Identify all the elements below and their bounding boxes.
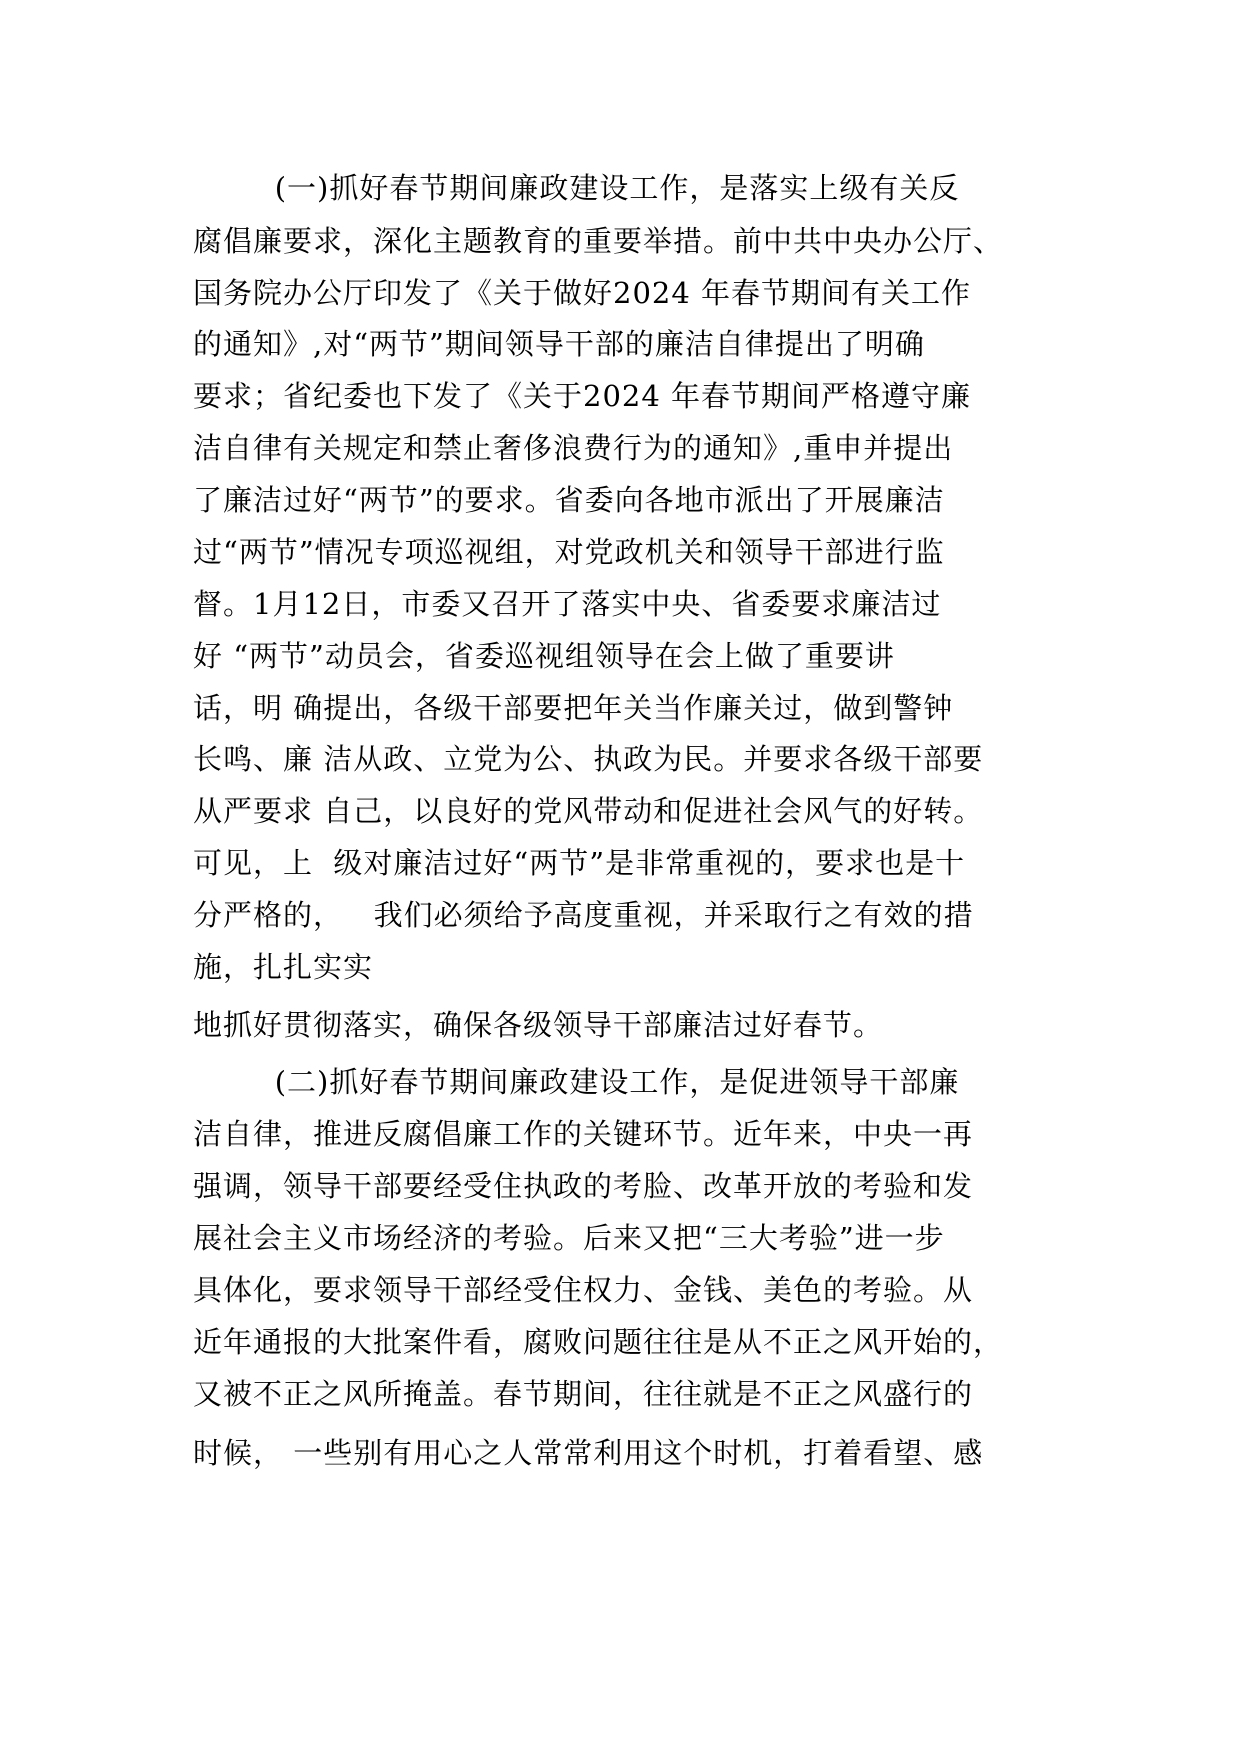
text-line: (一)抓好春节期间廉政建设工作，是落实上级有关反 [193, 171, 960, 205]
text-line: 具体化，要求领导干部经受住权力、金钱、美色的考验。从 [193, 1273, 974, 1307]
text-line: 话，明 确提出，各级干部要把年关当作廉关过，做到警钟 [193, 691, 954, 725]
text-line: 了廉洁过好“两节”的要求。省委向各地市派出了开展廉洁 [193, 483, 945, 517]
text-line: 过“两节”情况专项巡视组，对党政机关和领导干部进行监 [193, 535, 945, 569]
text-line: 督。1月12日，市委又召开了落实中央、省委要求廉洁过 [193, 587, 942, 621]
text-line: 又被不正之风所掩盖。春节期间，往往就是不正之风盛行的 [193, 1377, 974, 1411]
text-line: 长鸣、廉 洁从政、立党为公、执政为民。并要求各级干部要 [193, 742, 984, 776]
text-line: 国务院办公厅印发了《关于做好2024 年春节期间有关工作 [193, 276, 972, 310]
text-line: 可见，上 级对廉洁过好“两节”是非常重视的，要求也是十 [193, 846, 966, 880]
text-line: 强调，领导干部要经受住执政的考脸、改革开放的考验和发 [193, 1169, 974, 1203]
text-line: (二)抓好春节期间廉政建设工作，是促进领导干部廉 [193, 1065, 960, 1099]
text-line: 洁自律，推进反腐倡廉工作的关键环节。近年来，中央一再 [193, 1117, 974, 1151]
text-line: 展社会主义市场经济的考验。后来又把“三大考验”进一步 [193, 1221, 945, 1255]
text-line: 地抓好贯彻落实，确保各级领导干部廉洁过好春节。 [193, 1008, 884, 1042]
text-line: 腐倡廉要求，深化主题教育的重要举措。前中共中央办公厅、 [193, 224, 1004, 258]
text-line: 洁自律有关规定和禁止奢侈浪费行为的通知》,重申并提出 [193, 431, 954, 465]
text-line: 时候， 一些别有用心之人常常利用这个时机，打着看望、感 [193, 1436, 984, 1470]
text-line: 好 “两节”动员会，省委巡视组领导在会上做了重要讲 [193, 639, 895, 673]
text-line: 从严要求 自己，以良好的党风带动和促进社会风气的好转。 [193, 794, 984, 828]
text-line: 的通知》,对“两节”期间领导干部的廉洁自律提出了明确 [193, 327, 925, 361]
text-line: 近年通报的大批案件看，腐败问题往往是从不正之风开始的， [193, 1325, 1004, 1359]
text-line: 施，扎扎实实 [193, 950, 374, 984]
text-line: 要求；省纪委也下发了《关于2024 年春节期间严格遵守廉 [193, 379, 972, 413]
text-line: 分严格的， 我们必须给予高度重视，并采取行之有效的措 [193, 898, 974, 932]
